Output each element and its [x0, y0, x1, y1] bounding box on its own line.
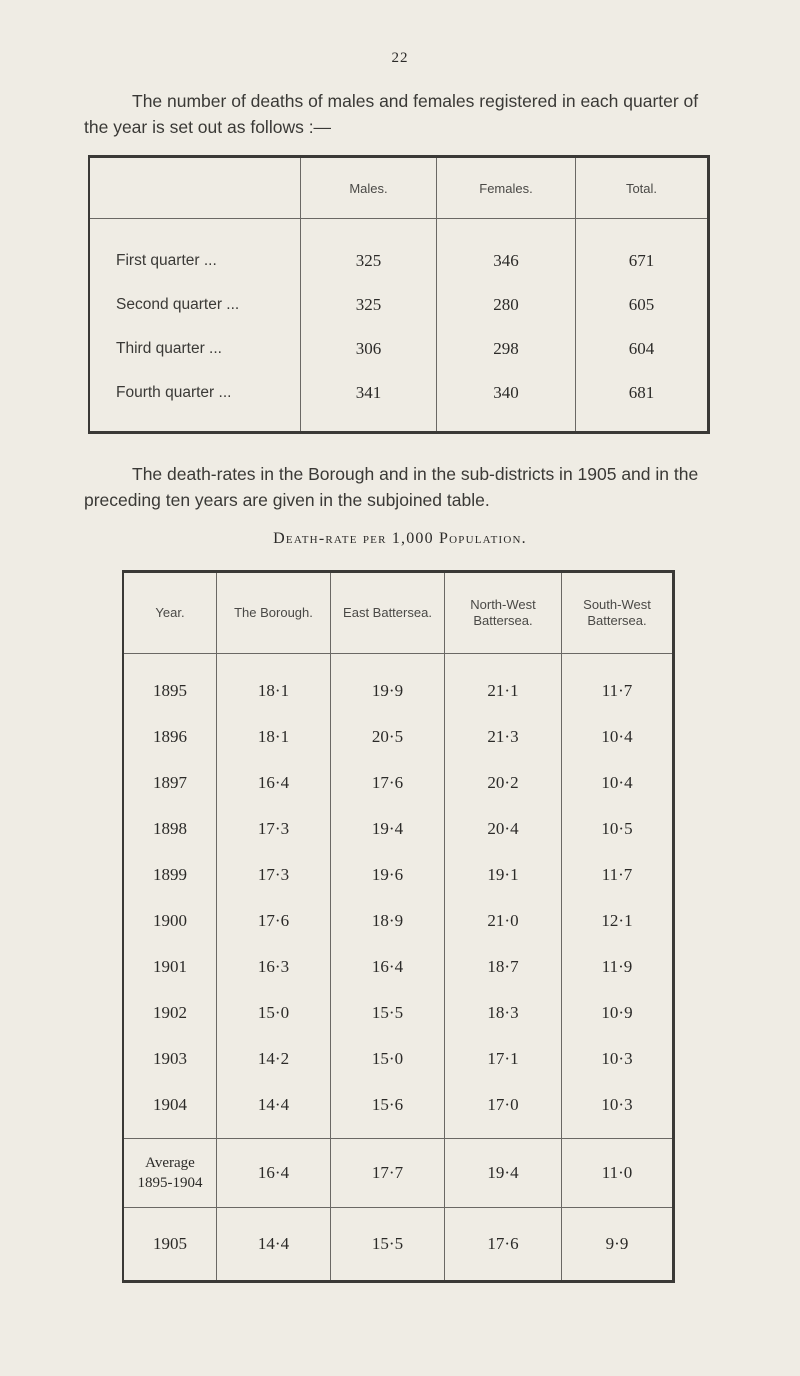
south-west-cell: 11·9: [562, 944, 674, 990]
borough-cell: 17·6: [217, 898, 331, 944]
males-value: 325: [301, 283, 437, 327]
table-row: [123, 760, 674, 806]
table-row: [89, 283, 709, 327]
males-value: 306: [301, 327, 437, 371]
females-value: 340: [437, 371, 576, 415]
females-value: 280: [437, 283, 576, 327]
table-caption: Death-rate per 1,000 Population.: [273, 530, 527, 547]
header-blank: [89, 157, 301, 219]
north-west-cell: 20·2: [445, 760, 562, 806]
table-header-row: [123, 572, 674, 654]
borough-cell: 14·4: [217, 1208, 331, 1282]
row-label: Fourth quarter ...: [116, 384, 232, 401]
table-row: [123, 852, 674, 898]
row-label: Third quarter ...: [116, 340, 222, 357]
south-west-cell: 11·7: [562, 852, 674, 898]
females-value: 298: [437, 327, 576, 371]
east-cell: 17·7: [331, 1139, 445, 1208]
total-value: 604: [576, 327, 709, 371]
quarterly-deaths-table: [88, 155, 710, 434]
year-cell: 1897: [153, 773, 187, 792]
south-west-cell: 10·9: [562, 990, 674, 1036]
north-west-cell: 20·4: [445, 806, 562, 852]
females-value: 346: [437, 239, 576, 283]
row-label: First quarter ...: [116, 252, 217, 269]
borough-cell: 16·4: [217, 760, 331, 806]
borough-cell: 16·3: [217, 944, 331, 990]
north-west-cell: 17·0: [445, 1082, 562, 1128]
year-1905-row: [123, 1208, 674, 1282]
spacer-row: [89, 219, 709, 240]
total-value: 605: [576, 283, 709, 327]
table-row: [123, 990, 674, 1036]
year-cell: 1898: [153, 819, 187, 838]
borough-cell: 17·3: [217, 806, 331, 852]
south-west-cell: 11·7: [562, 668, 674, 714]
year-cell: 1905: [123, 1208, 217, 1282]
average-label-line1: Average: [145, 1155, 195, 1171]
north-west-cell: 19·4: [445, 1139, 562, 1208]
spacer-row: [89, 415, 709, 433]
east-cell: 19·9: [331, 668, 445, 714]
spacer-row: [123, 654, 674, 669]
table-row: [123, 668, 674, 714]
south-west-cell: 10·3: [562, 1036, 674, 1082]
year-cell: 1895: [153, 681, 187, 700]
header-east: East Battersea.: [331, 572, 445, 654]
header-year: Year.: [123, 572, 217, 654]
east-cell: 15·5: [331, 990, 445, 1036]
year-cell: 1903: [153, 1049, 187, 1068]
death-rate-paragraph: [84, 461, 714, 513]
total-value: 681: [576, 371, 709, 415]
year-cell: 1896: [153, 727, 187, 746]
south-west-cell: 11·0: [562, 1139, 674, 1208]
borough-cell: 17·3: [217, 852, 331, 898]
borough-cell: 18·1: [217, 714, 331, 760]
header-total: Total.: [576, 157, 709, 219]
north-west-cell: 17·6: [445, 1208, 562, 1282]
north-west-cell: 18·3: [445, 990, 562, 1036]
table-row: [123, 714, 674, 760]
north-west-cell: 18·7: [445, 944, 562, 990]
north-west-cell: 21·0: [445, 898, 562, 944]
intro-text: The number of deaths of males and females registered in each quarter of the year is set out as follows :—: [84, 91, 699, 137]
borough-cell: 15·0: [217, 990, 331, 1036]
males-value: 341: [301, 371, 437, 415]
table-row: [123, 944, 674, 990]
table-row: [123, 1082, 674, 1128]
east-cell: 18·9: [331, 898, 445, 944]
east-cell: 15·6: [331, 1082, 445, 1128]
spacer-row: [123, 1128, 674, 1139]
total-value: 671: [576, 239, 709, 283]
average-label: [123, 1139, 217, 1208]
borough-cell: 18·1: [217, 668, 331, 714]
year-cell: 1899: [153, 865, 187, 884]
header-males: Males.: [301, 157, 437, 219]
south-west-cell: 10·4: [562, 760, 674, 806]
table-row: [123, 806, 674, 852]
south-west-cell: 9·9: [562, 1208, 674, 1282]
table-row: [123, 1036, 674, 1082]
north-west-cell: 19·1: [445, 852, 562, 898]
table-header-row: [89, 157, 709, 219]
south-west-cell: 10·5: [562, 806, 674, 852]
borough-cell: 14·4: [217, 1082, 331, 1128]
year-cell: 1901: [153, 957, 187, 976]
header-borough: The Borough.: [217, 572, 331, 654]
east-cell: 17·6: [331, 760, 445, 806]
east-cell: 16·4: [331, 944, 445, 990]
south-west-cell: 10·3: [562, 1082, 674, 1128]
average-row: [123, 1139, 674, 1208]
table-row: [123, 898, 674, 944]
year-cell: 1900: [153, 911, 187, 930]
males-value: 325: [301, 239, 437, 283]
borough-cell: 14·2: [217, 1036, 331, 1082]
table-row: [89, 239, 709, 283]
north-west-cell: 21·1: [445, 668, 562, 714]
borough-cell: 16·4: [217, 1139, 331, 1208]
row-label: Second quarter ...: [116, 296, 240, 313]
table-row: [89, 371, 709, 415]
death-rate-text: The death-rates in the Borough and in the sub-districts in 1905 and in the preceding ten years are given in the subjoined table.: [84, 464, 699, 510]
table-row: [89, 327, 709, 371]
year-cell: 1904: [153, 1095, 187, 1114]
page-number: 22: [391, 50, 409, 66]
intro-paragraph: [84, 88, 714, 140]
east-cell: 19·6: [331, 852, 445, 898]
north-west-cell: 21·3: [445, 714, 562, 760]
south-west-cell: 12·1: [562, 898, 674, 944]
north-west-cell: 17·1: [445, 1036, 562, 1082]
header-females: Females.: [437, 157, 576, 219]
east-cell: 20·5: [331, 714, 445, 760]
header-north-west: North-West Battersea.: [445, 572, 562, 654]
east-cell: 15·0: [331, 1036, 445, 1082]
death-rate-table: [122, 570, 675, 1283]
year-cell: 1902: [153, 1003, 187, 1022]
east-cell: 19·4: [331, 806, 445, 852]
header-south-west: South-West Battersea.: [562, 572, 674, 654]
east-cell: 15·5: [331, 1208, 445, 1282]
average-label-line2: 1895-1904: [137, 1175, 203, 1191]
south-west-cell: 10·4: [562, 714, 674, 760]
